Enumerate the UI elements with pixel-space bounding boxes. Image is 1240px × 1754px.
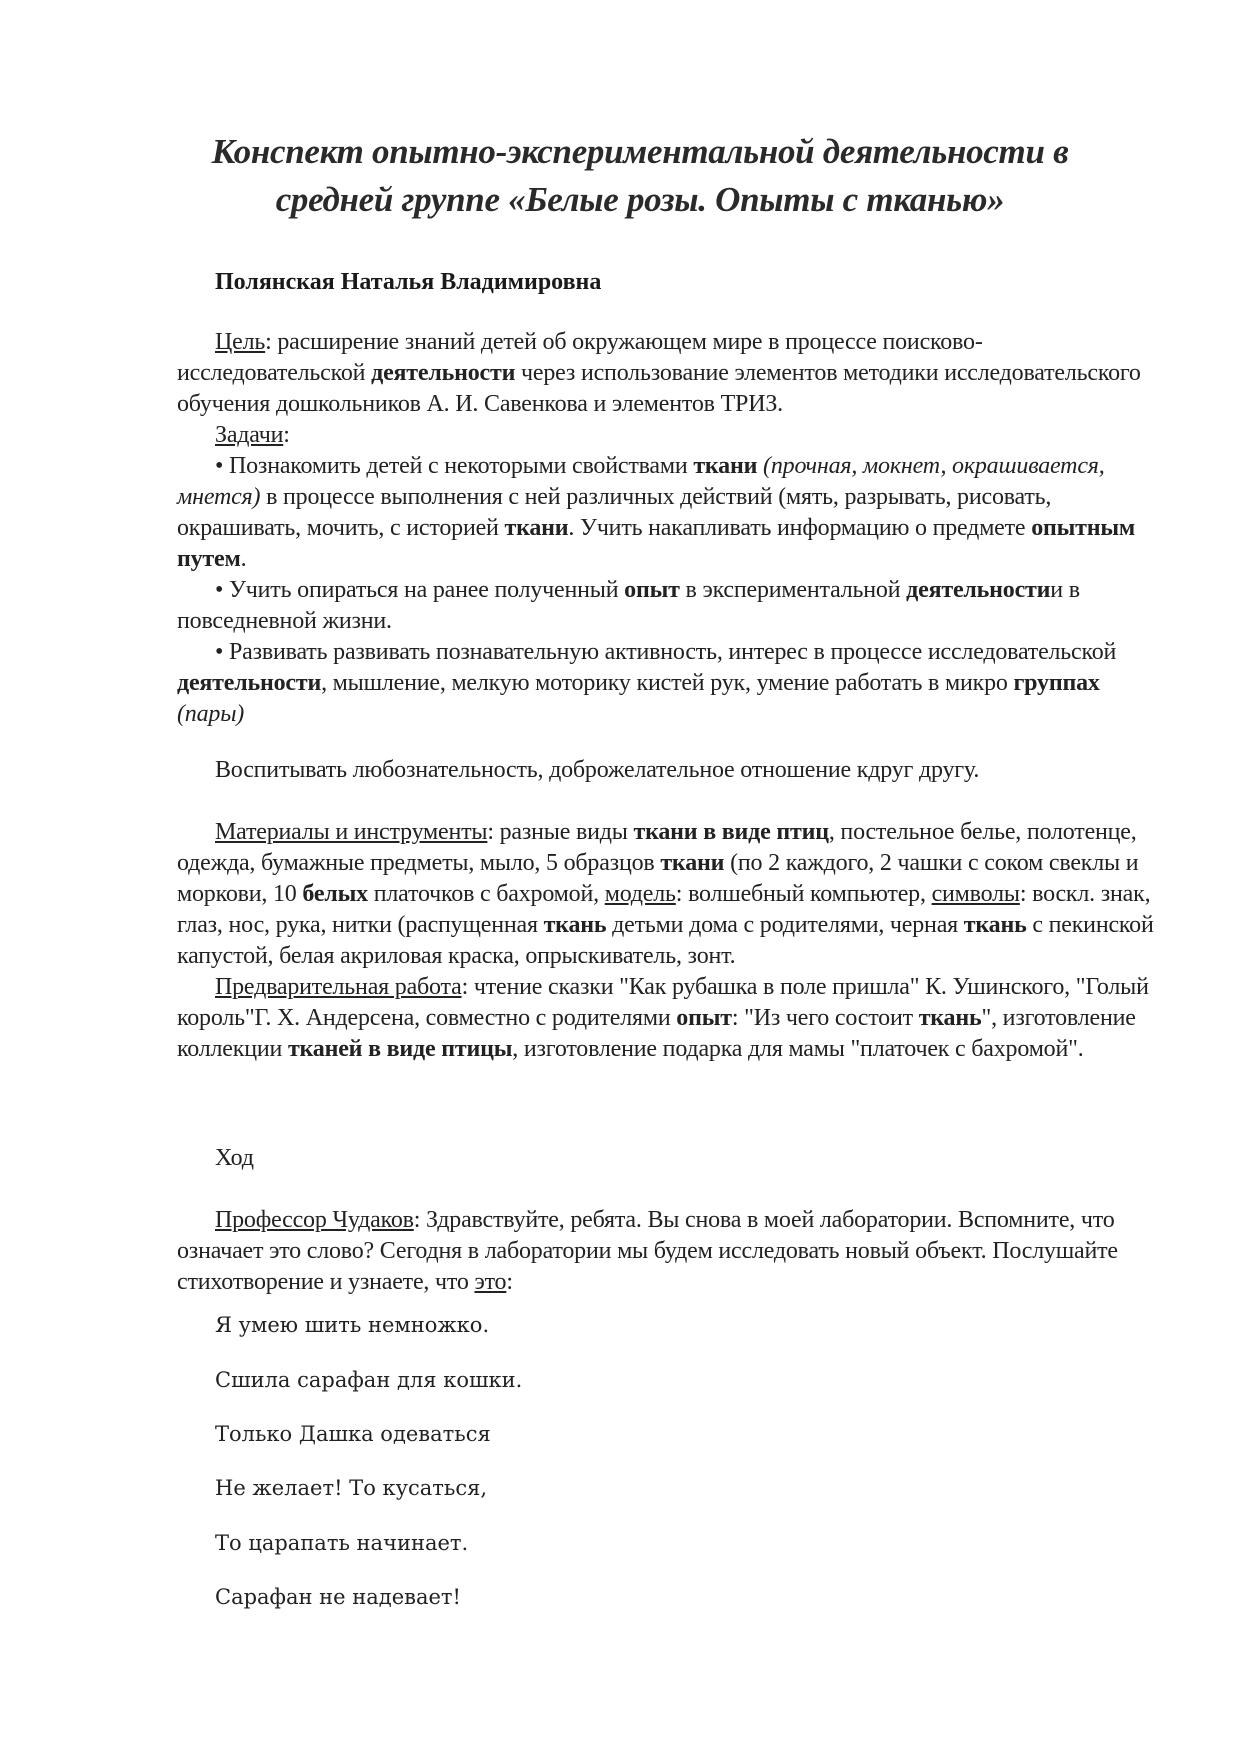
professor-label: Профессор Чудаков bbox=[215, 1207, 414, 1233]
poem-line-6: Сарафан не надевает! bbox=[215, 1585, 461, 1609]
task-item-3: • Развивать развивать познавательную активность, интерес в процессе исследовательской деятельности, мышление, мелкую моторику кистей рук, умение работать в микро группах (пары) bbox=[177, 639, 1117, 727]
course-heading: Ход bbox=[215, 1145, 254, 1171]
preliminary-label: Предварительная работа bbox=[215, 974, 462, 1000]
goal-label: Цель bbox=[215, 329, 266, 355]
goal-and-tasks-section bbox=[177, 327, 1157, 730]
professor-section bbox=[177, 1205, 1157, 1298]
course-section bbox=[177, 1143, 1157, 1174]
preliminary-paragraph: Предварительная работа: чтение сказки "Как рубашка в поле пришла" К. Ушинского, "Голый король"Г. Х. Андерсена, совместно с родителями опыт: "Из чего состоит ткань", изготовление коллекции тканей в виде птицы, изготовление подарка для мамы "платочек с бахромой". bbox=[177, 974, 1149, 1062]
materials-section bbox=[177, 817, 1157, 1065]
task-item-1: • Познакомить детей с некоторыми свойствами ткани (прочная, мокнет, окрашивается, мнется) в процессе выполнения с ней различных действий (мять, разрывать, рисовать, окрашивать, мочить, с историей ткани. Учить накапливать информацию о предмете опытным путем. bbox=[177, 453, 1136, 572]
materials-label: Материалы и инструменты bbox=[215, 819, 488, 845]
tasks-heading: Задачи: bbox=[215, 422, 290, 448]
poem-line-3: Только Дашка одеваться bbox=[215, 1422, 491, 1446]
title-line-1: Конспект опытно-экспериментальной деятельности в bbox=[211, 132, 1069, 171]
goal-paragraph: Цель: расширение знаний детей об окружающем мире в процессе поисково-исследовательской деятельности через использование элементов методики исследовательского обучения дошкольников А. И. Савенкова и элементов ТРИЗ. bbox=[177, 329, 1141, 417]
document-title bbox=[150, 128, 1130, 224]
title-line-2: средней группе «Белые розы. Опыты с тканью» bbox=[275, 180, 1005, 219]
professor-paragraph: Профессор Чудаков: Здравствуйте, ребята. Вы снова в моей лаборатории. Вспомните, что означает это слово? Сегодня в лаборатории мы будем исследовать новый объект. Послушайте стихотворение и узнаете, что это: bbox=[177, 1207, 1118, 1295]
task-item-2: • Учить опираться на ранее полученный опыт в экспериментальной деятельностии в повседневной жизни. bbox=[177, 577, 1080, 634]
poem-line-2: Сшила сарафан для кошки. bbox=[215, 1368, 523, 1392]
upbringing-section bbox=[177, 755, 1157, 786]
upbringing-paragraph: Воспитывать любознательность, доброжелательное отношение кдруг другу. bbox=[215, 757, 980, 783]
poem-line-4: Не желает! То кусаться, bbox=[215, 1476, 488, 1500]
poem-line-1: Я умею шить немножко. bbox=[215, 1313, 490, 1337]
tasks-label: Задачи bbox=[215, 422, 284, 448]
poem-line-5: То царапать начинает. bbox=[215, 1531, 469, 1555]
author-name: Полянская Наталья Владимировна bbox=[215, 269, 602, 295]
materials-paragraph: Материалы и инструменты: разные виды ткани в виде птиц, постельное белье, полотенце, одежда, бумажные предметы, мыло, 5 образцов ткани (по 2 каждого, 2 чашки с соком свеклы и моркови, 10 белых платочков с бахромой, модель: волшебный компьютер, символы: воскл. знак, глаз, нос, рука, нитки (распущенная ткань детьми дома с родителями, черная ткань с пекинской капустой, белая акриловая краска, опрыскиватель, зонт. bbox=[177, 819, 1154, 969]
